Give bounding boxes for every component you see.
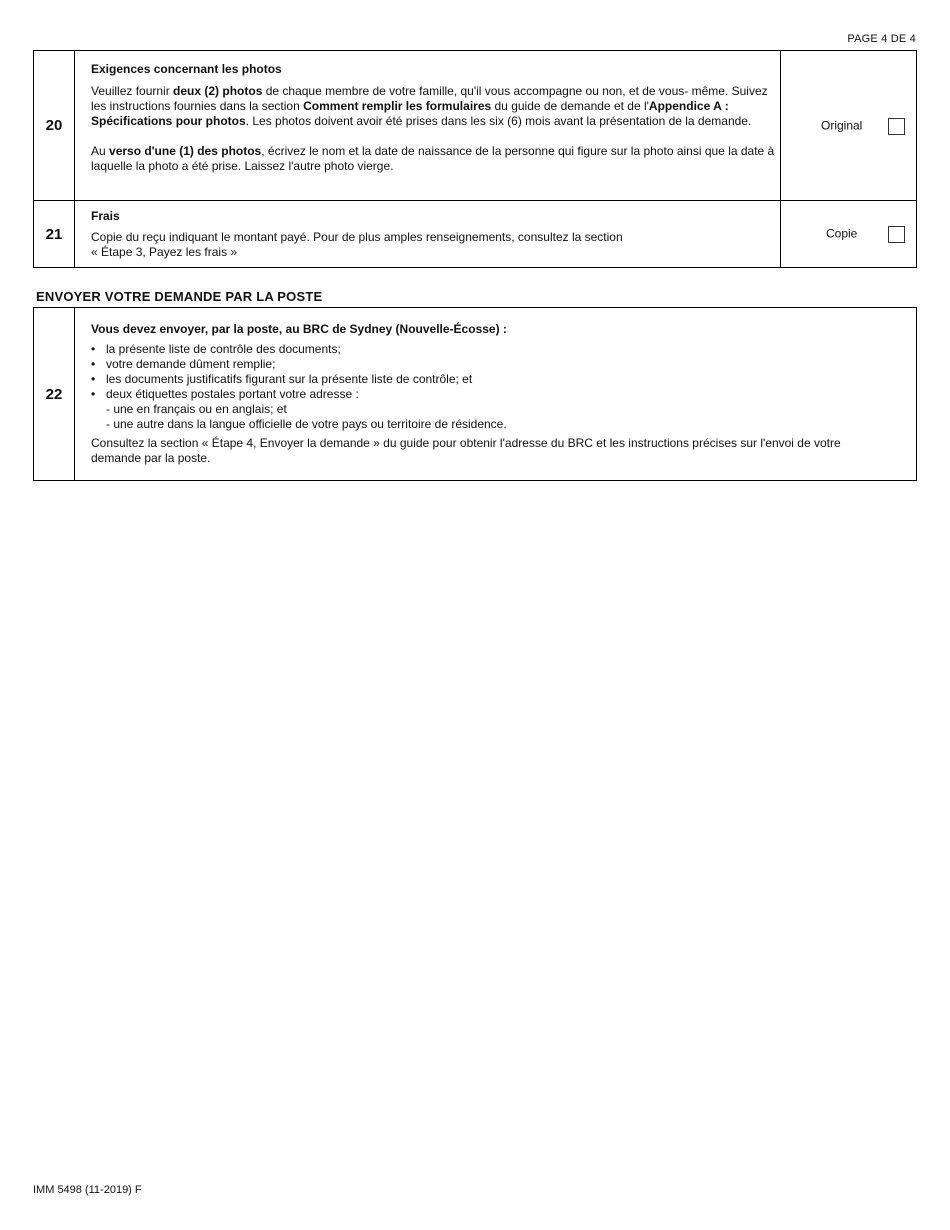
row-content [91, 62, 776, 174]
list-item: • la présente liste de contrôle des documents; [91, 342, 891, 357]
list-item: • votre demande dûment remplie; [91, 357, 891, 372]
photo-instructions [91, 84, 776, 129]
page-number: PAGE 4 DE 4 [847, 33, 916, 45]
mailing-intro: Vous devez envoyer, par la poste, au BRC de Sydney (Nouvelle-Écosse) : [91, 322, 507, 336]
document-type-cell [780, 201, 916, 267]
list-item: • deux étiquettes postales portant votre adresse : [91, 387, 891, 402]
checkbox-row-20[interactable] [888, 118, 905, 135]
document-type-label: Copie [826, 226, 858, 241]
fee-line-2: « Étape 3, Payez les frais » [91, 245, 238, 259]
row-number: 21 [34, 201, 75, 267]
checklist-row-22 [33, 307, 917, 481]
checklist-row-21 [33, 200, 917, 268]
bold-text: Appendice A : Spécifications pour photos [91, 99, 729, 128]
document-type-cell [780, 51, 916, 200]
list-item: • les documents justificatifs figurant sur la présente liste de contrôle; et [91, 372, 891, 387]
sub-item: - une en français ou en anglais; et [106, 402, 287, 416]
text: Au [91, 144, 110, 158]
document-type-label: Original [821, 118, 863, 132]
fee-line-1: Copie du reçu indiquant le montant payé. Pour de plus amples renseignements, consultez la section [91, 230, 623, 244]
bold-text: deux (2) photos [173, 84, 263, 98]
row-content [91, 322, 891, 466]
form-footer: IMM 5498 (11-2019) F [33, 1184, 142, 1196]
text: . Les photos doivent avoir été prises dans les six (6) mois avant la présentation de la demande. [245, 114, 752, 128]
row-content [91, 209, 776, 260]
checklist-row-20 [33, 50, 917, 201]
sub-item: - une autre dans la langue officielle de votre pays ou territoire de résidence. [106, 417, 507, 431]
row-title: Exigences concernant les photos [91, 62, 282, 76]
row-number: 20 [34, 51, 75, 200]
text: , écrivez le nom et la date de naissance de la personne qui figure sur la photo ainsi que la date à laquelle la photo a été prise. Laissez l'autre photo vierge. [91, 144, 775, 173]
text: de chaque membre de votre famille, qu'il vous accompagne ou non, et de vous- même. Suivez les instructions fournies dans la section [91, 84, 768, 113]
mailing-list [91, 342, 891, 402]
bold-text: Comment remplir les formulaires [303, 99, 492, 113]
text: du guide de demande et de l' [491, 99, 649, 113]
mailing-closing: Consultez la section « Étape 4, Envoyer la demande » du guide pour obtenir l'adresse du BRC et les instructions précises sur l'envoi de votre demande par la poste. [91, 436, 841, 465]
row-title: Frais [91, 209, 120, 223]
checkbox-row-21[interactable] [888, 226, 905, 243]
section-heading: ENVOYER VOTRE DEMANDE PAR LA POSTE [36, 289, 323, 304]
row-number: 22 [34, 308, 75, 480]
text: Veuillez fournir [91, 84, 174, 98]
bold-text: verso d'une (1) des photos [109, 144, 262, 158]
photo-verso-instructions [91, 144, 776, 174]
